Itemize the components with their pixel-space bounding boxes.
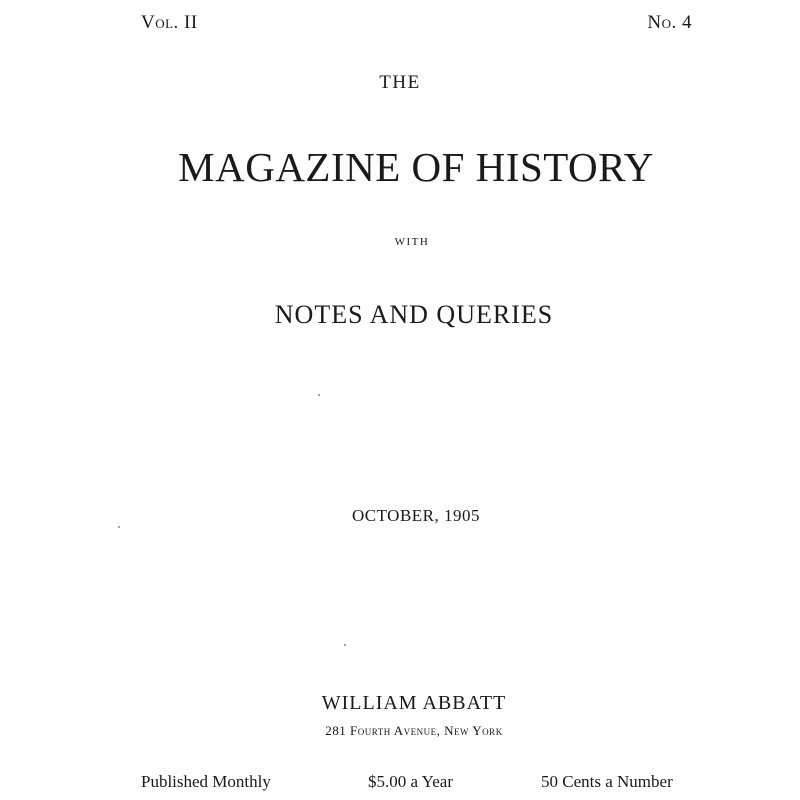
volume-label: Vol. II [141, 12, 198, 33]
title-the: THE [379, 72, 421, 93]
yearly-price: $5.00 a Year [368, 772, 453, 791]
paper-speck [318, 394, 320, 396]
publisher-name: WILLIAM ABBATT [321, 692, 507, 714]
issue-price: 50 Cents a Number [541, 772, 673, 791]
magazine-subtitle: NOTES AND QUERIES [274, 300, 554, 329]
paper-speck [344, 644, 346, 646]
magazine-title: MAGAZINE OF HISTORY [178, 144, 654, 190]
title-with: WITH [394, 236, 430, 248]
publication-frequency: Published Monthly [141, 772, 271, 791]
paper-speck [118, 526, 120, 528]
publisher-address: 281 Fourth Avenue, New York [325, 723, 503, 738]
issue-number-label: No. 4 [647, 12, 692, 33]
issue-date: OCTOBER, 1905 [351, 506, 481, 525]
